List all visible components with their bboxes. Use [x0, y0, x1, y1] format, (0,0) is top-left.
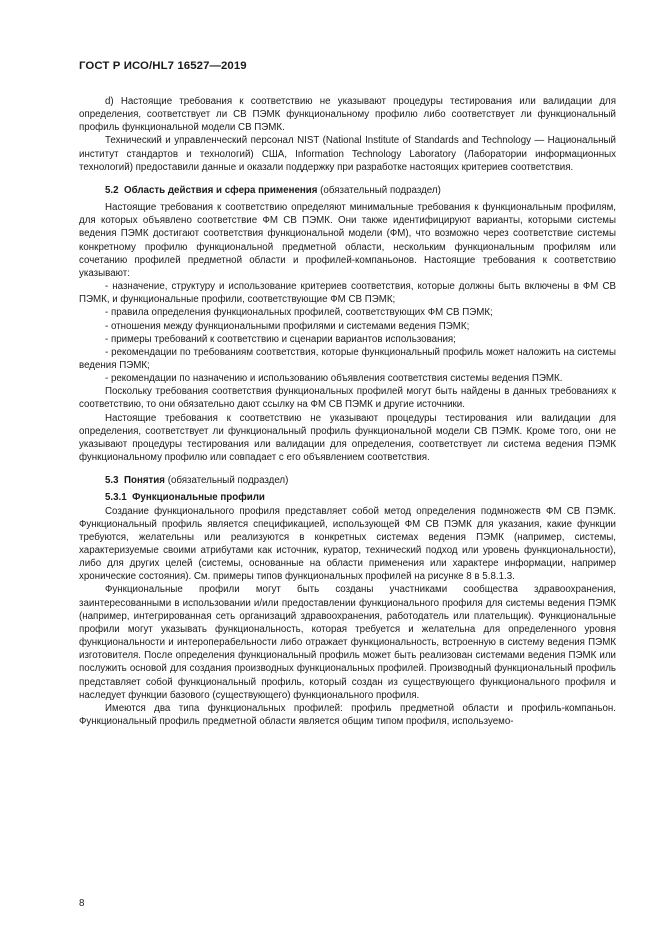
- section-5-2-paragraph-2: Поскольку требования соответствия функциональных профилей могут быть найдены в данных требованиях к соответствию, то они обязательно дают ссылку на ФМ СВ ПЭМК и другие источники.: [79, 386, 616, 411]
- section-5-3-number: 5.3: [105, 475, 119, 487]
- list-item: - отношения между функциональными профилями и системами ведения ПЭМК;: [105, 320, 470, 332]
- section-5-3-paragraph-1: Создание функционального профиля представляет собой метод определения подмножеств ФМ СВ ПЭМК. Функциональный профиль является спецификацией, использующей ФМ СВ ПЭМК для указания, какие функции требуются, желательны или реализуются в конкретных системах ведения ПЭМК (например, системы, характеризуемые своими атрибутами как источник, куратор, технический подход или уровень функциональности), либо для других целей (системы, основанные на области применения или характере информации, например хронические состояния). См. примеры типов функциональных профилей на рисунке 8 в 5.8.1.3.: [79, 505, 616, 583]
- section-5-3-note: (обязательный подраздел): [167, 475, 289, 487]
- page-body: [79, 95, 616, 728]
- intro-paragraph-nist: Технический и управленческий персонал NIST (National Institute of Standards and Technology — Национальный институт стандартов и технологий) США, Information Technology Laboratory (Лаборатории информационных технологий) предоставили данные и оказали поддержку при разработке настоящих критериев соответствия.: [79, 135, 616, 173]
- subsection-5-3-1-title: Функциональные профили: [132, 492, 265, 504]
- section-5-3-paragraph-2: Функциональные профили могут быть созданы участниками сообщества здравоохранения, заинтересованными в использовании и/или предоставлении функционального профиля для системы ведения ПЭМК (например, интегрированная сеть организаций здравоохранения, работодатель или плательщик). Функциональные профили могут указывать функциональность, которая требуется и желательна для определенного уровня функциональности и интероперабельности либо отражает функциональность, встроенную в систему ведения ПЭМК изготовителя. После определения функциональный профиль может быть реализован системами ведения ПЭМК или послужить основой для создания производных функциональных профилей. Производный функциональный профиль представляет собой функциональный профиль, который создан из существующего функционального профиля и наследует функции базового (существующего) функционального профиля.: [79, 584, 616, 701]
- section-5-2-paragraph-1: Настоящие требования к соответствию определяют минимальные требования к функциональным профилям, для которых объявлено соответствие ФМ СВ ПЭМК. Они также идентифицируют варианты, которыми системы ведения ПЭМК достигают соответствия функциональной модели (ФМ), что возможно через соответствие системы конкретному профилю функциональной предметной области, нескольким функциональным профилям или сочетанию профилей предметной области и профилей-компаньонов. Настоящие требования к соответствию указывают:: [79, 202, 616, 279]
- section-5-3-title: Понятия: [123, 475, 165, 487]
- section-5-2-number: 5.2: [105, 184, 119, 196]
- section-5-3-paragraph-3: Имеются два типа функциональных профилей: профиль предметной области и профиль-компаньон. Функциональный профиль предметной области является общим типом профиля, используемо-: [79, 702, 616, 728]
- subsection-5-3-1-number: 5.3.1: [105, 492, 127, 504]
- subsection-5-3-1-heading: [79, 491, 616, 504]
- intro-paragraph-d: d) Настоящие требования к соответствию не указывают процедуры тестирования или валидации для определения, соответствует ли СВ ПЭМК функциональному профилю либо соответствует ли функциональный профиль функциональной модели СВ ПЭМК.: [79, 96, 616, 134]
- list-item: - рекомендации по требованиям соответствия, которые функциональный профиль может наложить на системы ведения ПЭМК;: [79, 346, 616, 371]
- section-5-2-heading: [79, 184, 616, 197]
- list-item: - правила определения функциональных профилей, соответствующих ФМ СВ ПЭМК;: [105, 307, 493, 319]
- section-5-2-paragraph-3: Настоящие требования к соответствию не указывают процедуры тестирования или валидации для определения, соответствует ли функциональный профиль функциональной модели СВ ПЭМК. Кроме того, они не указывают процедуры тестирования или валидации для определения, соответствует ли система ведения ПЭМК функциональному профилю или совпадает с его объявлением соответствия.: [79, 412, 616, 464]
- list-item: - примеры требований к соответствию и сценарии вариантов использования;: [105, 333, 456, 345]
- section-5-3-heading: [79, 474, 616, 487]
- document-header: ГОСТ Р ИСО/HL7 16527—2019: [79, 60, 247, 72]
- list-item: - рекомендации по назначению и использованию объявления соответствия системы ведения ПЭМК.: [105, 373, 563, 385]
- section-5-2-note: (обязательный подраздел): [320, 184, 441, 196]
- section-5-2-title: Область действия и сфера применения: [123, 184, 318, 196]
- list-item: - назначение, структуру и использование критериев соответствия, которые должны быть включены в ФМ СВ ПЭМК, и функциональные профили, соответствующие ФМ СВ ПЭМК;: [79, 281, 616, 306]
- page-number: 8: [79, 898, 85, 909]
